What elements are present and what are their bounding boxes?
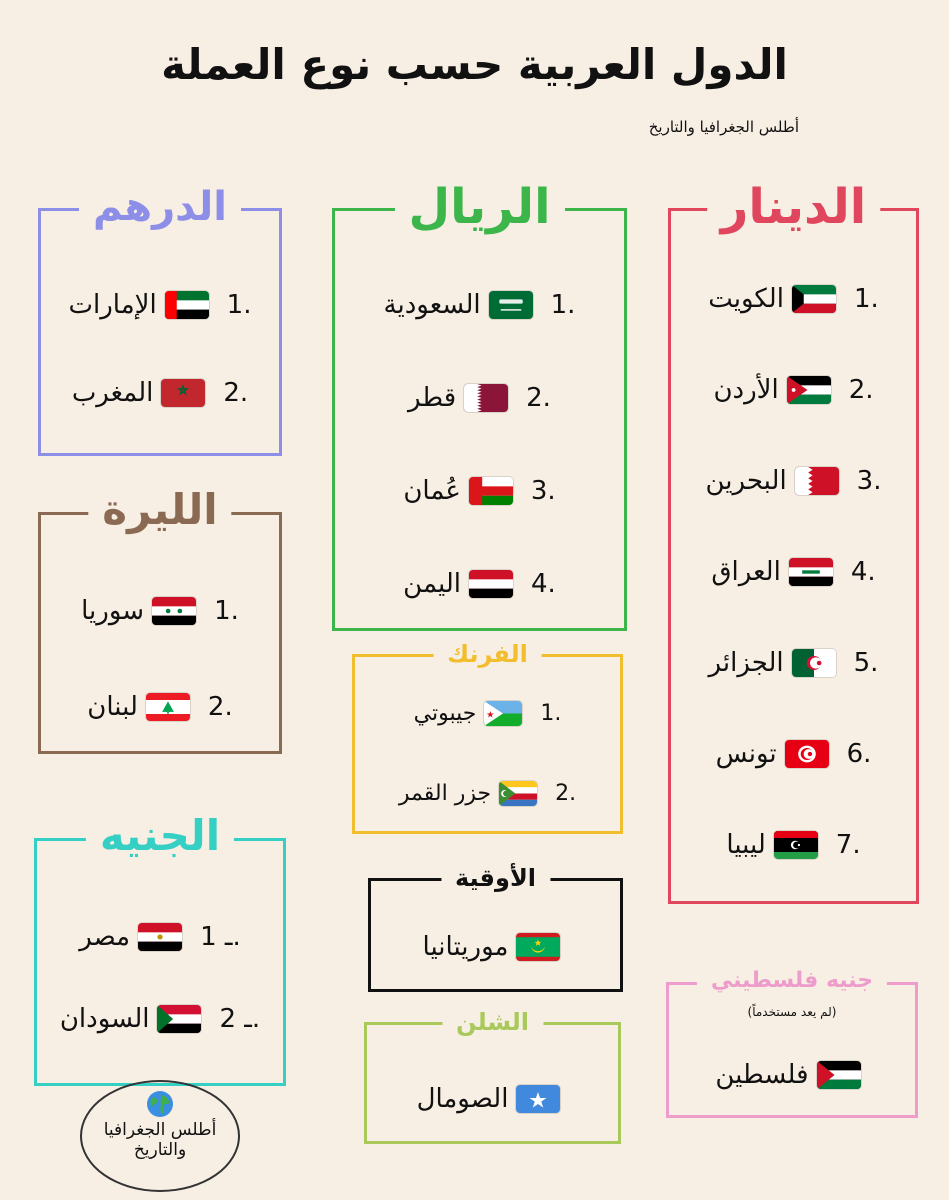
country-number: 2. [223, 378, 249, 408]
mauritania-flag [516, 933, 560, 961]
country-row [671, 550, 916, 594]
country-row [671, 641, 916, 685]
franc-title: الفرنك [433, 641, 542, 667]
egypt-flag [138, 923, 182, 951]
country-name: الإمارات [68, 290, 157, 320]
bahrain-flag [795, 467, 839, 495]
ouguiya-box [368, 864, 623, 992]
country-row [37, 997, 283, 1041]
country-number: 1. [540, 700, 562, 726]
country-number: 2. [526, 383, 551, 413]
country-number: 4. [850, 557, 876, 587]
country-name: البحرين [705, 466, 787, 496]
country-number: 6. [846, 739, 872, 769]
dirham-box [38, 184, 282, 456]
country-row [355, 771, 620, 815]
globe-icon [146, 1090, 174, 1118]
country-row [37, 915, 283, 959]
country-row [671, 823, 916, 867]
yemen-flag [469, 570, 513, 598]
country-row [371, 925, 620, 969]
palestine-pound-box [666, 968, 918, 1118]
country-row [41, 371, 279, 415]
country-number: ـ 2. [219, 1004, 261, 1034]
country-name: قطر [408, 383, 457, 413]
country-number: 3. [856, 466, 882, 496]
country-name: المغرب [71, 378, 154, 408]
country-name: اليمن [403, 569, 461, 599]
country-number: 1. [853, 284, 879, 314]
riyal-title: الريال [394, 181, 564, 234]
dinar-title: الدينار [707, 181, 880, 234]
country-name: ليبيا [726, 830, 766, 860]
algeria-flag [792, 649, 836, 677]
franc-box [352, 640, 623, 834]
country-name: سوريا [81, 596, 145, 626]
country-number: 2. [555, 780, 577, 806]
iraq-flag [789, 558, 833, 586]
country-number: 1. [214, 596, 239, 626]
morocco-flag [161, 379, 205, 407]
palestine-pound-note: (لم يعد مستخدماً) [747, 1005, 837, 1019]
palestine-pound-title: جنيه فلسطيني [697, 969, 887, 993]
country-name: الصومال [416, 1084, 509, 1114]
djibouti-flag [484, 701, 522, 726]
page-subtitle: أطلس الجغرافيا والتاريخ [648, 118, 799, 136]
pound-box [34, 811, 286, 1086]
country-name: فلسطين [715, 1060, 809, 1090]
country-name: الكويت [708, 284, 784, 314]
lira-title: الليرة [88, 487, 231, 533]
logo-line2: والتاريخ [133, 1140, 187, 1160]
country-row [671, 277, 916, 321]
country-row [41, 589, 279, 633]
country-name: موريتانيا [422, 932, 509, 962]
page-title: الدول العربية حسب نوع العملة [161, 40, 788, 89]
country-name: الجزائر [708, 648, 784, 678]
country-row [355, 691, 620, 735]
ouguiya-title: الأوقية [441, 865, 550, 891]
country-number: 2. [848, 375, 874, 405]
country-name: العراق [711, 557, 781, 587]
palestine-flag [817, 1061, 861, 1089]
country-row [41, 685, 279, 729]
shilling-title: الشلن [442, 1009, 543, 1035]
country-name: السعودية [383, 290, 481, 320]
oman-flag [469, 477, 513, 505]
tunisia-flag [785, 740, 829, 768]
country-row [41, 283, 279, 327]
country-number: 5. [853, 648, 879, 678]
riyal-box [332, 179, 627, 631]
country-name: مصر [79, 922, 131, 952]
country-row [669, 1053, 915, 1097]
country-row [671, 732, 916, 776]
dinar-box [668, 179, 919, 904]
country-number: 3. [530, 476, 556, 506]
kuwait-flag [792, 285, 836, 313]
uae-flag [165, 291, 209, 319]
country-row [671, 368, 916, 412]
country-number: 2. [207, 692, 233, 722]
syria-flag [152, 597, 196, 625]
country-name: لبنان [87, 692, 138, 722]
jordan-flag [787, 376, 831, 404]
country-name: جزر القمر [398, 780, 492, 806]
pound-title: الجنيه [86, 813, 234, 859]
comoros-flag [499, 781, 537, 806]
sudan-flag [157, 1005, 201, 1033]
country-number: 4. [531, 569, 556, 599]
country-number: 1. [550, 290, 576, 320]
country-row [367, 1077, 618, 1121]
country-number: ـ 1. [200, 922, 241, 952]
country-number: 7. [835, 830, 861, 860]
saudi-flag [489, 291, 533, 319]
country-row [671, 459, 916, 503]
country-row [335, 562, 624, 606]
logo-line1: أطلس الجغرافيا [103, 1120, 217, 1140]
country-name: تونس [715, 739, 777, 769]
dirham-title: الدرهم [79, 185, 241, 229]
lira-box [38, 485, 282, 754]
country-row [335, 283, 624, 327]
lebanon-flag [146, 693, 190, 721]
country-row [335, 469, 624, 513]
country-name: عُمان [403, 476, 461, 506]
shilling-box [364, 1008, 621, 1144]
libya-flag [774, 831, 818, 859]
country-name: السودان [59, 1004, 150, 1034]
atlas-logo [80, 1080, 240, 1192]
country-row [335, 376, 624, 420]
country-name: جيبوتي [413, 700, 477, 726]
somalia-flag [516, 1085, 560, 1113]
country-name: الأردن [713, 375, 779, 405]
country-number: 1. [226, 290, 252, 320]
qatar-flag [464, 384, 508, 412]
